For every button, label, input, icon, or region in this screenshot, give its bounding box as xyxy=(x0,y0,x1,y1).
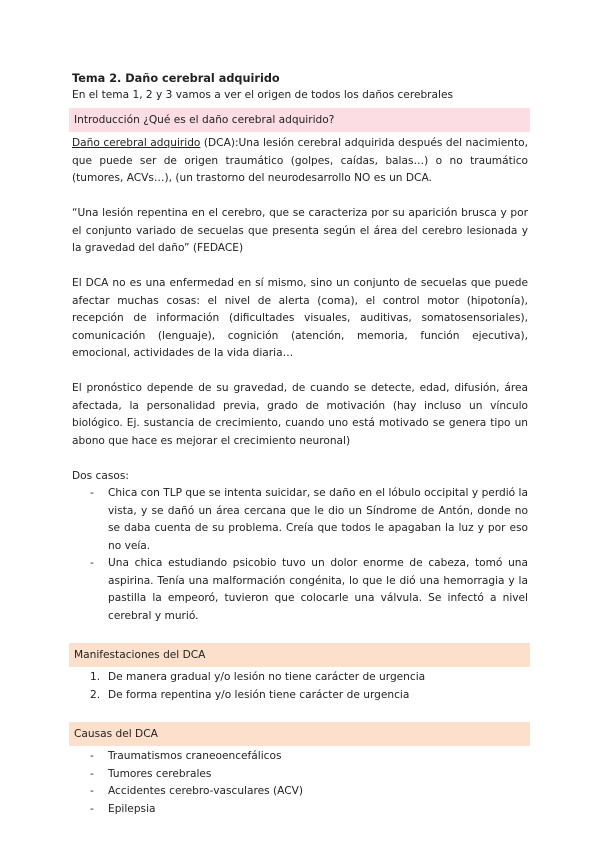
pronostico-paragraph: El pronóstico depende de su gravedad, de cuando se detecte, edad, difusión, área afectada, la personalidad previa, grado de motivación (hay incluso un vínculo biológico. Ej. sustancia de crecimiento, cuando uno está motivado se genera tipo un abono que hace es mejorar el crecimiento neuronal) xyxy=(72,382,528,447)
dash-bullet: - xyxy=(90,767,94,780)
cause-text: Epilepsia xyxy=(108,802,156,815)
cases-list xyxy=(72,485,528,625)
fedace-quote: “Una lesión repentina en el cerebro, que se caracteriza por su aparición brusca y por el conjunto variado de secuelas que presenta según el área del cerebro lesionada y la gravedad del daño” (FEDACE) xyxy=(72,207,528,254)
page-title: Tema 2. Daño cerebral adquirido xyxy=(72,72,280,85)
cause-text: Tumores cerebrales xyxy=(108,767,212,780)
causas-list xyxy=(72,748,528,818)
list-item xyxy=(72,669,528,687)
definition-paragraph xyxy=(72,135,528,188)
intro-heading: Introducción ¿Qué es el daño cerebral adquirido? xyxy=(69,108,530,132)
dash-bullet: - xyxy=(90,802,94,815)
list-item xyxy=(72,783,528,801)
item-text: De manera gradual y/o lesión no tiene carácter de urgencia xyxy=(108,671,426,683)
secuelas-paragraph: El DCA no es una enfermedad en sí mismo, sino un conjunto de secuelas que puede afectar muchas cosas: el nivel de alerta (coma), el control motor (hipotonía), recepción de información (dificultades visuales, auditivas, somatosensoriales), comunicación (lenguaje), cognición (atención, memoria, función ejecutiva), emocional, actividades de la vida diaria… xyxy=(72,277,528,359)
list-item xyxy=(72,748,528,766)
list-item xyxy=(72,485,528,555)
cause-text: Traumatismos craneoencefálicos xyxy=(108,750,282,762)
case-text: Una chica estudiando psicobio tuvo un dolor enorme de cabeza, tomó una aspirina. Tenía una malformación congénita, lo que le dió una hemorragia y la pastilla la empeoró, tuvieron que colocarle una válvula. Se infectó a nivel cerebral y murió. xyxy=(108,557,528,622)
list-item xyxy=(72,766,528,784)
cause-text: Accidentes cerebro-vasculares (ACV) xyxy=(108,785,303,797)
dash-bullet: - xyxy=(90,557,94,569)
item-number: 2. xyxy=(90,688,101,701)
item-text: De forma repentina y/o lesión tiene carácter de urgencia xyxy=(108,688,410,701)
page-subtitle: En el tema 1, 2 y 3 vamos a ver el origen de todos los daños cerebrales xyxy=(72,89,454,101)
manifestaciones-heading: Manifestaciones del DCA xyxy=(69,643,530,667)
case-text: Chica con TLP que se intenta suicidar, se daño en el lóbulo occipital y perdió la vista, y se dañó un área cercana que le dio un Síndrome de Antón, donde no se daba cuenta de su problema. Creía que todos le apagaban la luz y por eso no veía. xyxy=(108,487,528,552)
item-number: 1. xyxy=(90,671,101,683)
dash-bullet: - xyxy=(90,487,94,499)
dash-bullet: - xyxy=(90,750,94,762)
cases-label: Dos casos: xyxy=(72,469,129,482)
definition-term: Daño cerebral adquirido xyxy=(72,137,201,149)
list-item xyxy=(72,801,528,819)
dash-bullet: - xyxy=(90,785,94,797)
list-item xyxy=(72,555,528,625)
document-body xyxy=(72,70,528,818)
list-item xyxy=(72,687,528,705)
definition-text: (DCA):Una lesión cerebral adquirida después del nacimiento, que puede ser de origen traumático (golpes, caídas, balas…) o no traumático (tumores, ACVs…), (un trastorno del neurodesarrollo NO es un DCA. xyxy=(72,137,528,184)
causas-heading: Causas del DCA xyxy=(69,722,530,746)
manifestaciones-list xyxy=(72,669,528,704)
